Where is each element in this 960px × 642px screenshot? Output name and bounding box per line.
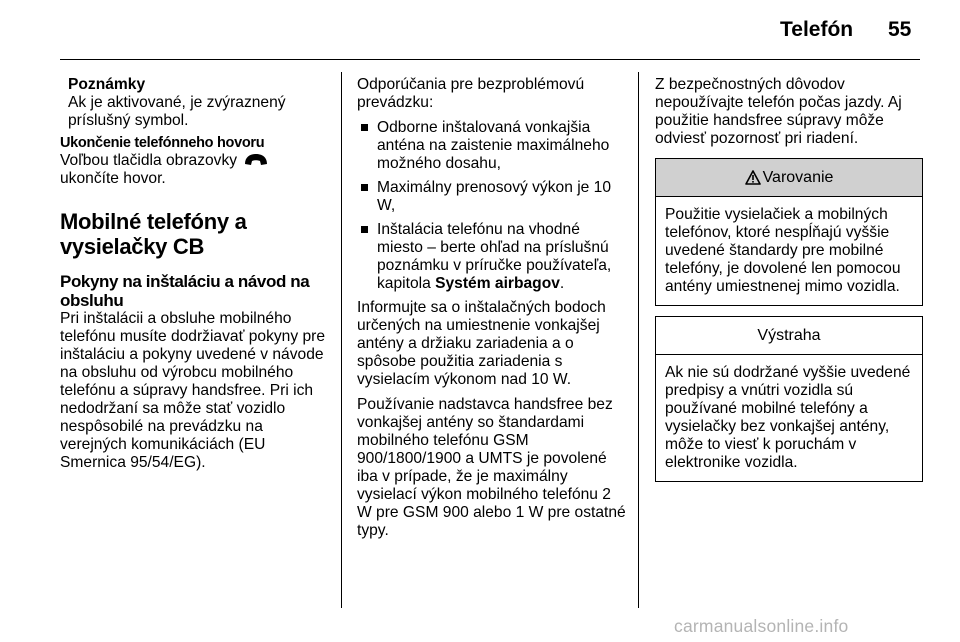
note-block: [60, 76, 330, 130]
header-title: Telefón: [780, 18, 854, 41]
column-3: [655, 76, 923, 482]
caution-title: Výstraha: [757, 326, 821, 344]
column-divider: [638, 72, 639, 608]
safety-intro: Z bezpečnostných dôvodov nepoužívajte telefón počas jazdy. Aj použitie handsfree súpravy môže odviesť pozornosť pri riadení.: [655, 76, 902, 147]
list-item-end: .: [559, 275, 565, 292]
column-1: [60, 76, 330, 479]
note-title: Poznámky: [68, 76, 146, 93]
list-item-text: Maximálny prenosový výkon je 10 W,: [377, 179, 612, 214]
airbag-chapter-reference: Systém airbagov: [435, 275, 560, 292]
bullet-square-icon: [361, 226, 368, 233]
end-call-heading: Ukončenie telefónneho hovoru: [60, 135, 265, 151]
list-item: [357, 179, 627, 215]
list-item-text: Inštalácia telefónu na vhodné miesto – berte ohľad na príslušnú poznámku v príručke používateľa, kapitola: [377, 221, 612, 292]
watermark: carmanualsonline.info: [674, 616, 849, 636]
recommendations-list: [357, 119, 627, 293]
warning-title: Varovanie: [762, 168, 834, 186]
page-number: 55: [888, 18, 912, 41]
section-title: Mobilné telefóny a vysielačky CB: [60, 209, 247, 259]
end-call-text-1: Voľbou tlačidla obrazovky: [60, 152, 238, 169]
caution-text: Ak nie sú dodržané vyššie uvedené predpisy a vnútri vozidla sú používané mobilné telefóny a vysielačky bez vonkajšej antény, môže to viesť k poruchám v elektronike vozidla.: [665, 364, 911, 471]
list-item-text: Odborne inštalovaná vonkajšia anténa na zaistenie maximálneho možného dosahu,: [377, 119, 610, 172]
warning-header: [656, 159, 922, 197]
warning-text: Použitie vysielačiek a mobilných telefónov, ktoré nespĺňajú vyššie uvedené štandardy pre mobilné telefóny, je dovolené len pomocou antény umiestnenej mimo vozidla.: [665, 206, 901, 295]
hang-up-phone-icon: [244, 153, 268, 167]
warning-triangle-icon: [745, 170, 761, 185]
handsfree-paragraph: Používanie nadstavca handsfree bez vonkajšej antény so štandardami mobilného telefónu GSM 900/1800/1900 a UMTS je povolené iba v prípade, že je maximálny vysielací výkon mobilného telefónu 2 W pre GSM 900 alebo 1 W pre ostatné typy.: [357, 396, 626, 539]
warning-box: [655, 158, 923, 306]
subsection-title: Pokyny na inštaláciu a návod na obsluhu: [60, 272, 310, 310]
recommendations-intro: Odporúčania pre bezproblémovú prevádzku:: [357, 76, 585, 111]
column-divider: [341, 72, 342, 608]
end-call-text-2: ukončíte hovor.: [60, 170, 166, 187]
list-item: [357, 119, 627, 173]
caution-box: [655, 316, 923, 482]
page-header: [0, 0, 960, 60]
bullet-square-icon: [361, 124, 368, 131]
list-item: [357, 221, 627, 293]
note-text: Ak je aktivované, je zvýraznený príslušný symbol.: [68, 94, 286, 129]
end-call-paragraph: [60, 152, 330, 188]
column-2: [357, 76, 627, 547]
caution-header: [656, 317, 922, 355]
installation-body: Pri inštalácii a obsluhe mobilného telefónu musíte dodržiavať pokyny pre inštaláciu a pokyny uvedené v návode na obsluhu od výrobcu mobilného telefónu a súpravy handsfree. Pri ich nedodržaní sa môže stať vozidlo nespôsobilé na prevádzku na verejných komunikáciách (EU Smernica 95/54/EG).: [60, 310, 326, 471]
header-rule: [60, 59, 920, 60]
antenna-paragraph: Informujte sa o inštalačných bodoch určených na umiestnenie vonkajšej antény a držiaku zariadenia a o spôsobe použitia zariadenia s vysielacím výkonom nad 10 W.: [357, 299, 606, 388]
bullet-square-icon: [361, 184, 368, 191]
